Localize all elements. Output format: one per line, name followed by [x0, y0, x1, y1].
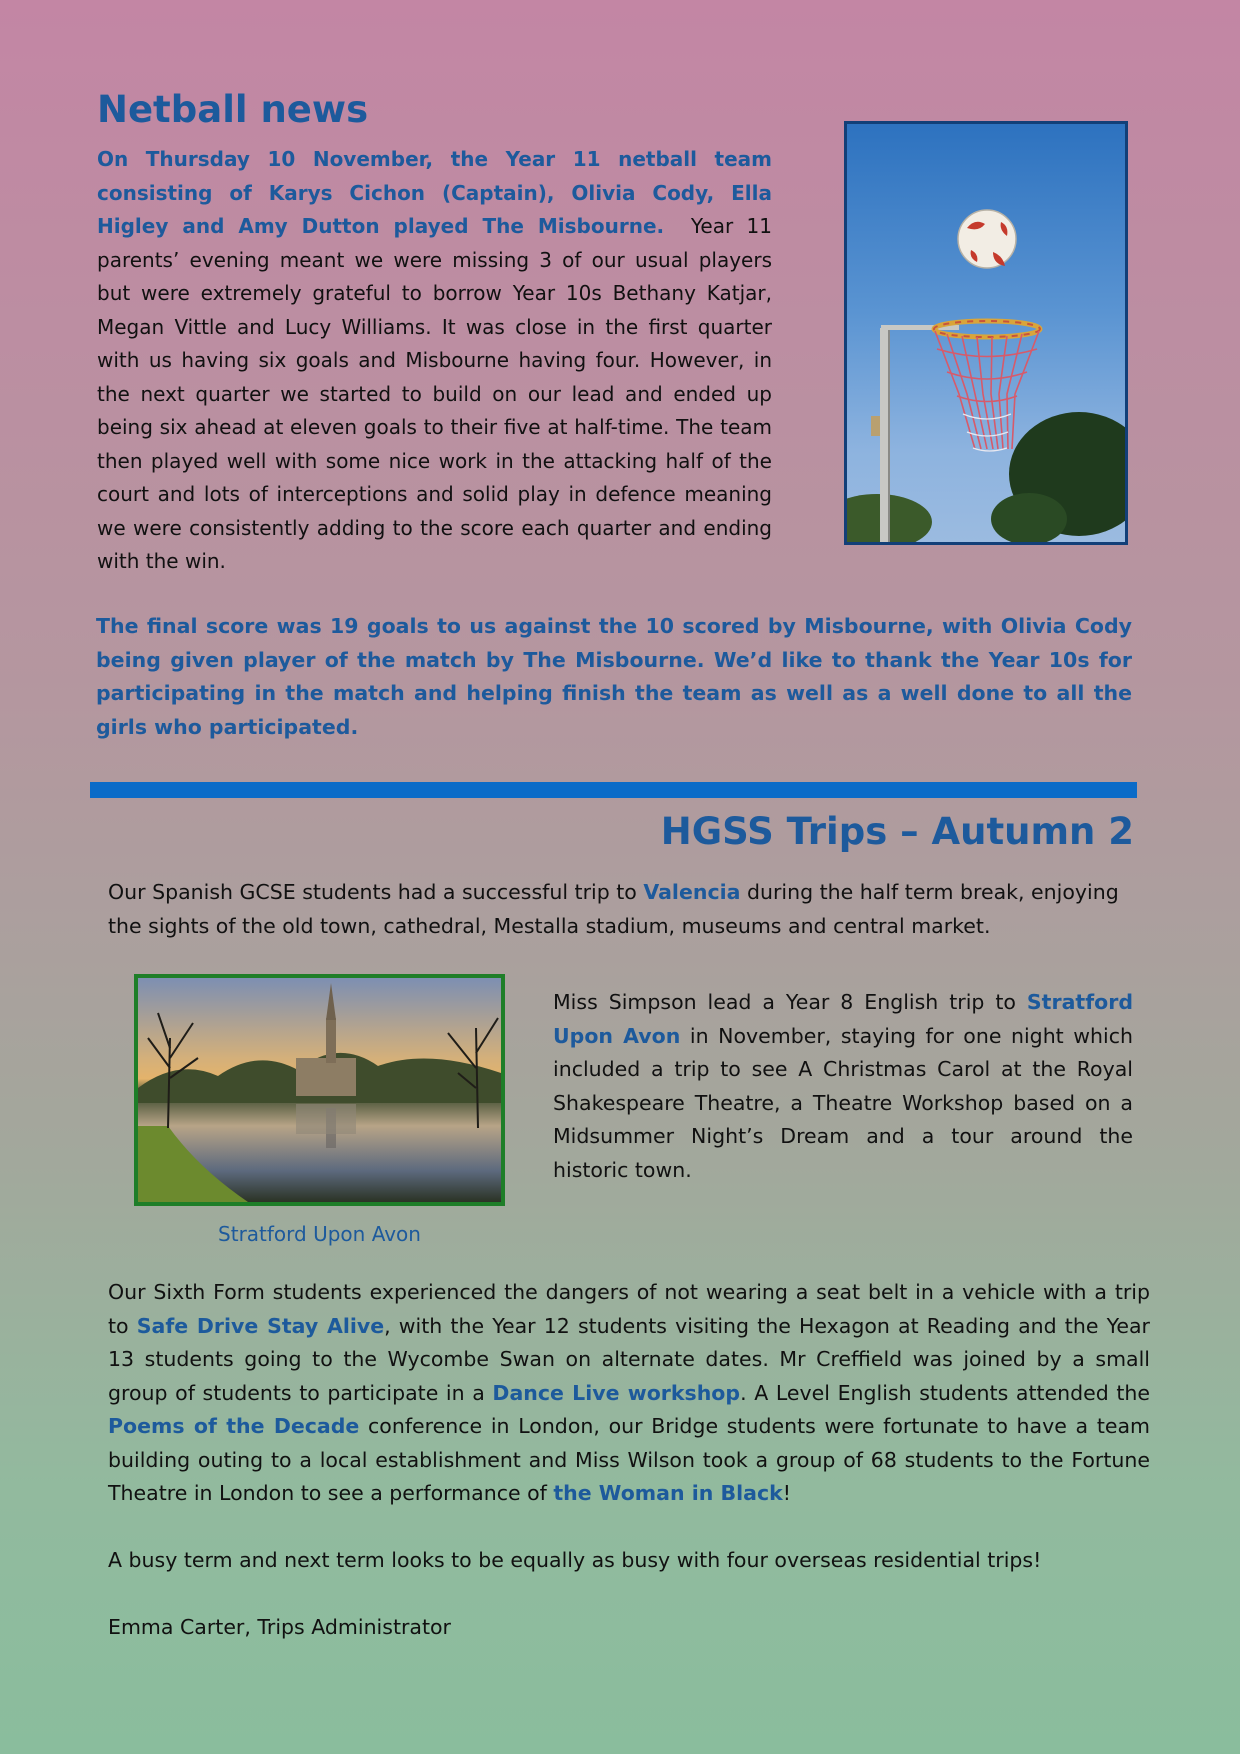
safe-drive-link[interactable]: Safe Drive Stay Alive: [136, 1313, 385, 1338]
stratford-photo-caption: Stratford Upon Avon: [218, 1222, 421, 1246]
dance-live-link[interactable]: Dance Live workshop: [492, 1380, 741, 1405]
woman-in-black-link[interactable]: the Woman in Black: [553, 1481, 783, 1505]
netball-summary-text: The final score was 19 goals to us against the 10 scored by Misbourne, with Olivia Cody being given player of the match by The Misbourne. We’d like to thank the Year 10s for participating in the match and helping finish the team as well as a well done to all the girls who participated.: [96, 614, 1132, 739]
valencia-link[interactable]: Valencia: [643, 880, 741, 904]
netball-lead-text: On Thursday 10 November, the Year 11 netball team consisting of Karys Cichon (Captain), Olivia Cody, Ella Higley and Amy Dutton played The Misbourne.: [97, 147, 772, 238]
busy-term-paragraph: A busy term and next term looks to be equally as busy with four overseas residential trips!: [108, 1548, 1042, 1572]
trips-heading: HGSS Trips – Autumn 2: [660, 810, 1134, 853]
stratford-river-illustration: [138, 978, 501, 1202]
netball-news-heading: Netball news: [97, 88, 369, 131]
sixth-form-paragraph: Our Sixth Form students experienced the dangers of not wearing a seat belt in a vehicle with a trip to Safe Drive Stay Alive, with the Year 12 students visiting the Hexagon at Reading and the Year 13 students going to the Wycombe Swan on alternate dates. Mr Creffield was joined by a small group of students to participate in a Dance Live workshop. A Level English students attended the Poems of the Decade conference in London, our Bridge students were fortunate to have a team building outing to a local establishment and Miss Wilson took a group of 68 students to the Fortune Theatre in London to see a performance of the Woman in Black!: [108, 1280, 1151, 1505]
netball-body-text: Year 11 parents’ evening meant we were missing 3 of our usual players but were extremely grateful to borrow Year 10s Bethany Katjar, Megan Vittle and Lucy Williams. It was close in the first quarter with us having six goals and Misbourne having four. However, in the next quarter we started to build on our lead and ended up being six ahead at eleven goals to their five at half-time. The team then played well with some nice work in the attacking half of the court and lots of interceptions and solid play in defence meaning we were consistently adding to the score each quarter and ending with the win.: [97, 214, 772, 573]
stratford-paragraph: Miss Simpson lead a Year 8 English trip to Stratford Upon Avon in November, staying for one night which included a trip to see A Christmas Carol at the Royal Shakespeare Theatre, a Theatre Workshop based on a Midsummer Night’s Dream and a tour around the historic town.: [553, 990, 1133, 1182]
section-divider: [90, 782, 1137, 798]
stratford-link[interactable]: Stratford Upon Avon: [553, 990, 1133, 1048]
netball-news-body: [97, 143, 772, 579]
netball-hoop-photo: [844, 121, 1128, 545]
poems-of-the-decade-link[interactable]: Poems of the Decade: [108, 1414, 360, 1438]
netball-hoop-illustration: [847, 124, 1125, 542]
signoff: Emma Carter, Trips Administrator: [108, 1615, 451, 1639]
stratford-photo: [134, 974, 505, 1206]
valencia-paragraph: Our Spanish GCSE students had a successful trip to Valencia during the half term break, enjoying the sights of the old town, cathedral, Mestalla stadium, museums and central market.: [108, 880, 1119, 938]
